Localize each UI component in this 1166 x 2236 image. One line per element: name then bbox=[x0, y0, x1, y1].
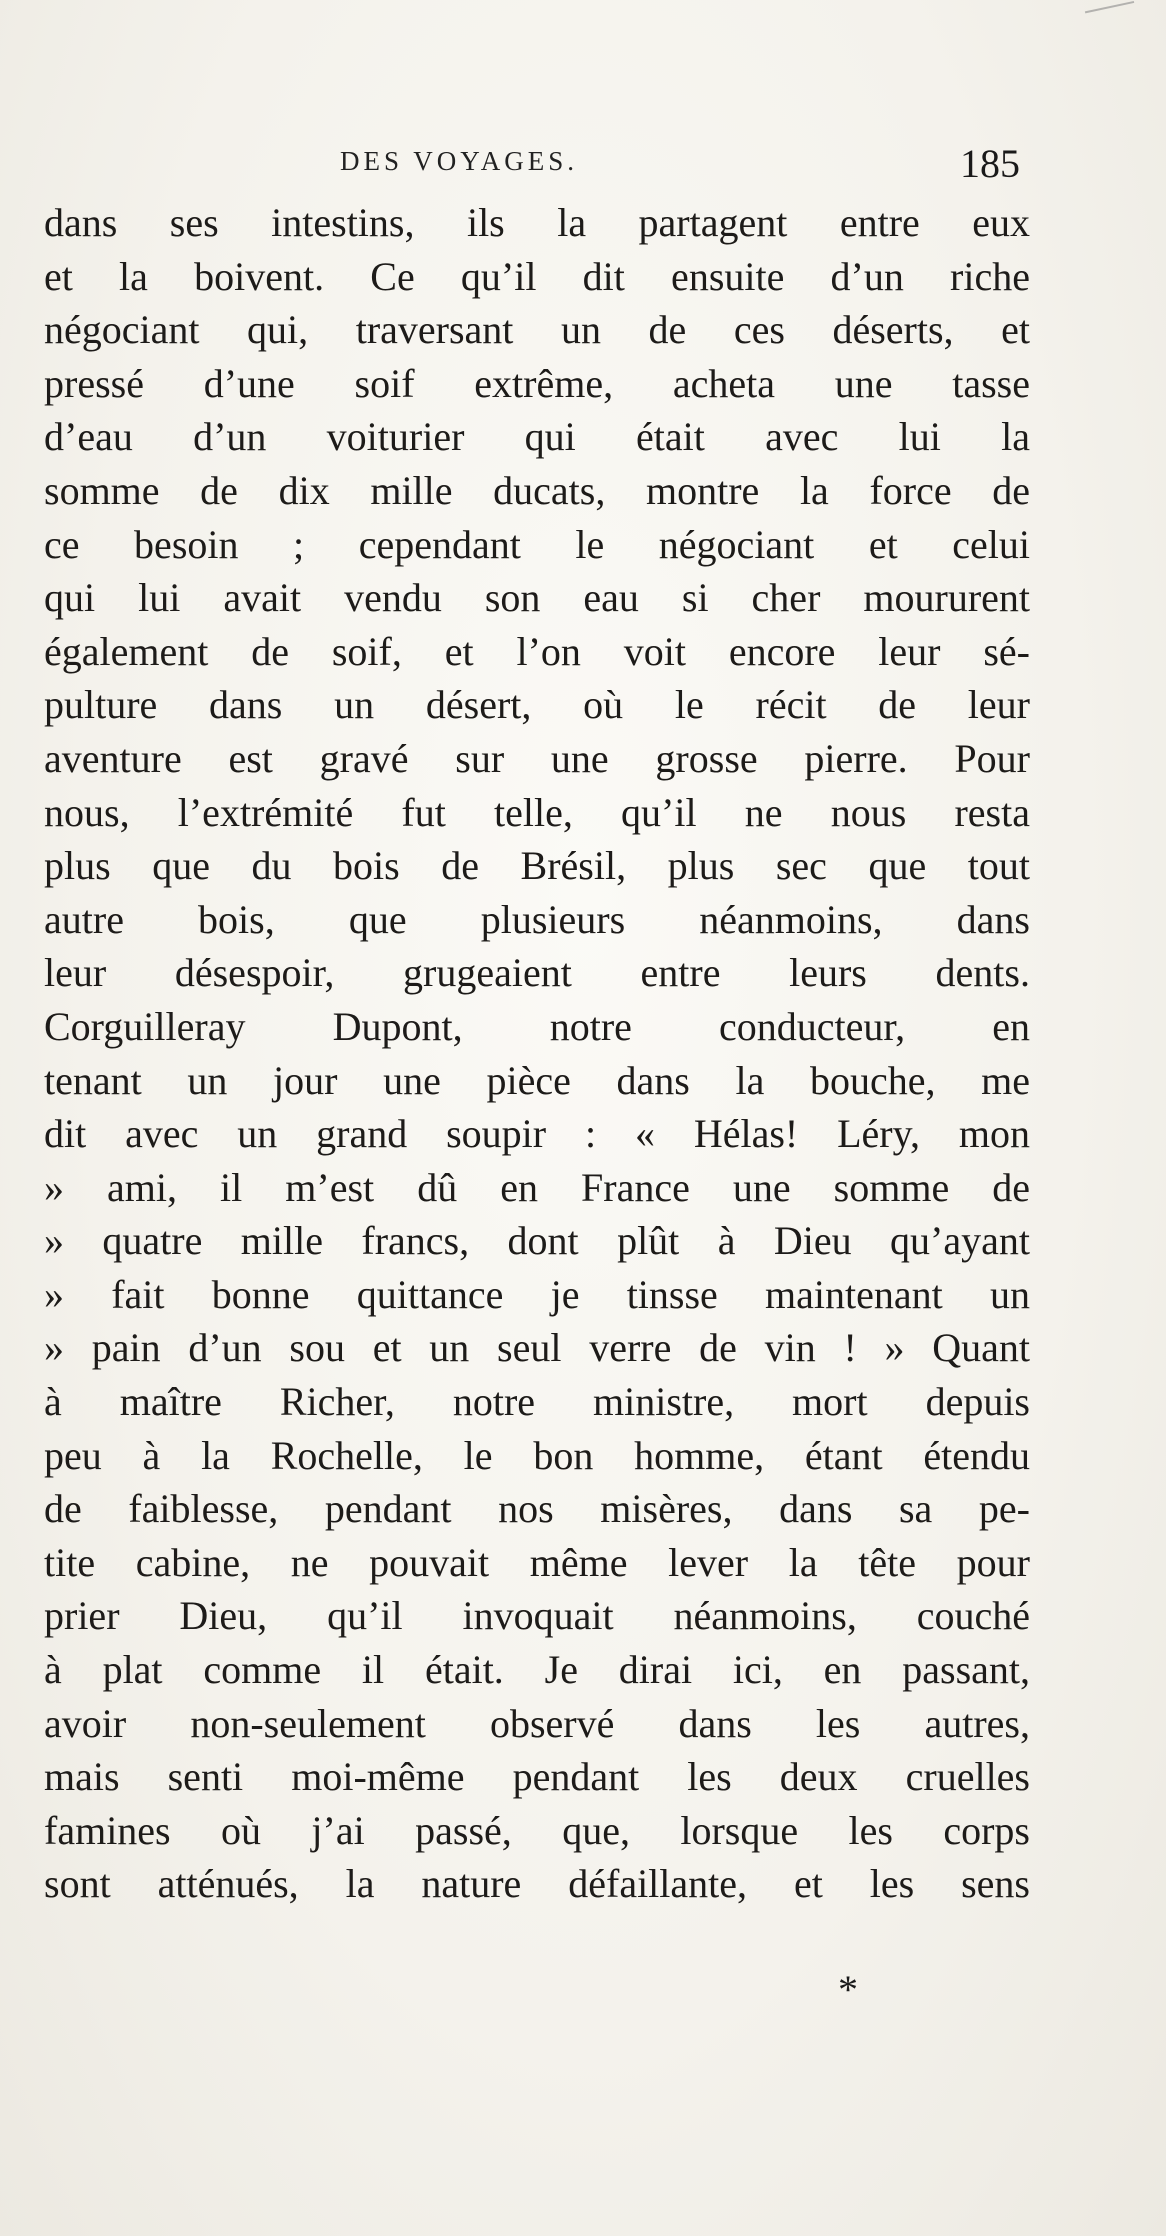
text-line: » ami, il m’est dû en France une somme de bbox=[44, 1164, 1030, 1210]
text-line: somme de dix mille ducats, montre la force de bbox=[44, 467, 1030, 513]
text-line: peu à la Rochelle, le bon homme, étant étendu bbox=[44, 1432, 1030, 1478]
text-line: » quatre mille francs, dont plût à Dieu qu’ayant bbox=[44, 1218, 1030, 1264]
text-line: famines où j’ai passé, que, lorsque les corps bbox=[44, 1807, 1030, 1853]
text-line: nous, l’extrémité fut telle, qu’il ne nous resta bbox=[44, 789, 1030, 835]
text-line: tite cabine, ne pouvait même lever la tête pour bbox=[44, 1539, 1030, 1585]
body-text bbox=[44, 196, 1030, 1911]
text-line: dans ses intestins, ils la partagent entre eux bbox=[44, 200, 1030, 245]
page-number: 185 bbox=[960, 141, 1020, 186]
text-line: ce besoin ; cependant le négociant et celui bbox=[44, 521, 1030, 567]
text-line: d’eau d’un voiturier qui était avec lui la bbox=[44, 414, 1030, 460]
text-line: prier Dieu, qu’il invoquait néanmoins, couché bbox=[44, 1593, 1030, 1639]
text-line: sont atténués, la nature défaillante, et les sens bbox=[44, 1861, 1030, 1907]
text-line: de faiblesse, pendant nos misères, dans sa pe- bbox=[44, 1486, 1030, 1532]
text-line: leur désespoir, grugeaient entre leurs dents. bbox=[44, 950, 1030, 996]
text-line: » fait bonne quittance je tinsse maintenant un bbox=[44, 1271, 1030, 1317]
text-line: pressé d’une soif extrême, acheta une tasse bbox=[44, 360, 1030, 406]
text-line: mais senti moi-même pendant les deux cruelles bbox=[44, 1754, 1030, 1800]
text-line: » pain d’un sou et un seul verre de vin ! » Quant bbox=[44, 1325, 1030, 1371]
text-line: tenant un jour une pièce dans la bouche, me bbox=[44, 1057, 1030, 1103]
text-line: autre bois, que plusieurs néanmoins, dans bbox=[44, 896, 1030, 942]
text-line: également de soif, et l’on voit encore leur sé- bbox=[44, 628, 1030, 674]
text-line: à maître Richer, notre ministre, mort depuis bbox=[44, 1379, 1030, 1425]
text-line: à plat comme il était. Je dirai ici, en passant, bbox=[44, 1647, 1030, 1693]
corner-pencil-mark bbox=[1085, 1, 1137, 27]
text-line: Corguilleray Dupont, notre conducteur, en bbox=[44, 1003, 1030, 1049]
text-line: négociant qui, traversant un de ces déserts, et bbox=[44, 307, 1030, 353]
text-line: et la boivent. Ce qu’il dit ensuite d’un riche bbox=[44, 253, 1030, 299]
signature-mark: * bbox=[838, 1967, 858, 2012]
text-line: pulture dans un désert, où le récit de leur bbox=[44, 682, 1030, 728]
page-header bbox=[190, 140, 1020, 186]
text-line: avoir non-seulement observé dans les autres, bbox=[44, 1700, 1030, 1746]
running-head: DES VOYAGES. bbox=[340, 146, 579, 176]
text-line: plus que du bois de Brésil, plus sec que tout bbox=[44, 843, 1030, 889]
text-line: aventure est gravé sur une grosse pierre. Pour bbox=[44, 735, 1030, 781]
text-line: dit avec un grand soupir : « Hélas! Léry, mon bbox=[44, 1111, 1030, 1157]
text-line: qui lui avait vendu son eau si cher moururent bbox=[44, 575, 1030, 621]
